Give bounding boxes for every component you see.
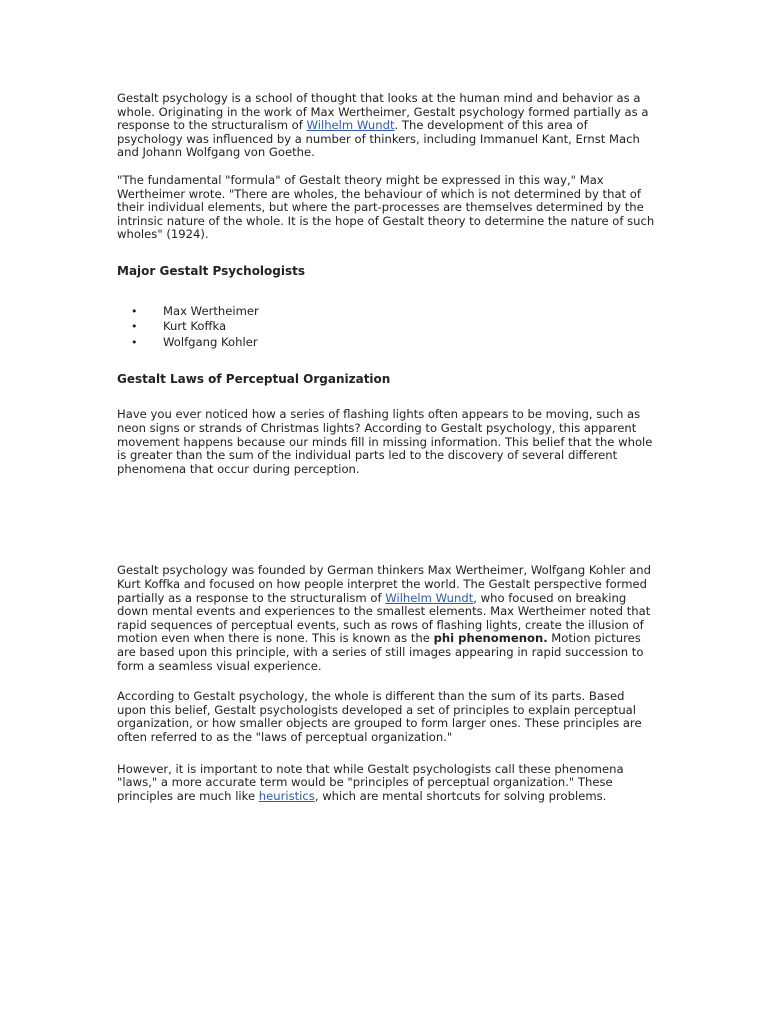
list-item-label: Kurt Koffka [163, 319, 227, 334]
whole-vs-parts-paragraph: According to Gestalt psychology, the whole is different than the sum of its parts. Based upon this belief, Gestalt psychologists developed a set of principles to explain perceptual organization, or how smaller objects are grouped to form larger ones. These principles are often referred to as the "laws of perceptual organization." [117, 689, 642, 744]
laws-heading: Gestalt Laws of Perceptual Organization [117, 372, 391, 387]
heuristics-link[interactable]: heuristics [258, 788, 315, 803]
heuristics-text: However, it is important to note that while Gestalt psychologists call these phenomena "laws," a more accurate term would be "principles of perceptual organization." These principles are much like [117, 761, 624, 803]
bullet-icon: • [131, 320, 138, 334]
bullet-icon: • [131, 304, 138, 318]
list-item [117, 319, 657, 335]
bullet-icon: • [131, 335, 138, 349]
intro-paragraph [117, 92, 657, 160]
wilhelm-wundt-link[interactable]: Wilhelm Wundt [306, 118, 395, 133]
document-page [117, 92, 657, 803]
list-item-label: Max Wertheimer [163, 303, 259, 318]
intro-text: Gestalt psychology is a school of thought that looks at the human mind and behavior as a whole. Originating in the work of Max Wertheimer, Gestalt psychology formed partially as a response to the structuralism of [117, 91, 649, 133]
founders-text-end: Motion pictures are based upon this principle, with a series of still images appearing in rapid succession to form a seamless visual experience. [117, 631, 644, 673]
list-item [117, 304, 657, 320]
heuristics-text-continued: , which are mental shortcuts for solving problems. [314, 788, 607, 803]
psychologists-list [117, 304, 657, 351]
intro-text-continued: . The development of this area of psychology was influenced by a number of thinkers, including Immanuel Kant, Ernst Mach and Johann Wolfgang von Goethe. [117, 118, 640, 160]
major-psychologists-heading: Major Gestalt Psychologists [117, 263, 306, 278]
founders-paragraph [117, 564, 657, 673]
flashing-lights-paragraph: Have you ever noticed how a series of flashing lights often appears to be moving, such as neon signs or strands of Christmas lights? According to Gestalt psychology, this apparent movement happens because our minds fill in missing information. This belief that the whole is greater than the sum of the individual parts led to the discovery of several different phenomena that occur during perception. [117, 407, 653, 476]
founders-text: Gestalt psychology was founded by German thinkers Max Wertheimer, Wolfgang Kohler and Kurt Koffka and focused on how people interpret the world. The Gestalt perspective formed partially as a response to the structuralism of [117, 563, 651, 605]
phi-phenomenon-term: phi phenomenon. [433, 631, 548, 646]
wertheimer-quote-paragraph: "The fundamental "formula" of Gestalt theory might be expressed in this way," Max Wertheimer wrote. "There are wholes, the behaviour of which is not determined by that of their individual elements, but where the part-processes are themselves determined by the intrinsic nature of the whole. It is the hope of Gestalt theory to determine the nature of such wholes" (1924). [117, 172, 655, 242]
list-item [117, 335, 657, 351]
wilhelm-wundt-link-2[interactable]: Wilhelm Wundt [385, 590, 474, 605]
heuristics-paragraph [117, 763, 657, 804]
list-item-label: Wolfgang Kohler [163, 334, 258, 349]
founders-text-continued: , who focused on breaking down mental events and experiences to the smallest elements. Max Wertheimer noted that rapid sequences of perceptual events, such as rows of flashing lights, create the illusion of motion even when there is none. This is known as the [117, 590, 651, 646]
